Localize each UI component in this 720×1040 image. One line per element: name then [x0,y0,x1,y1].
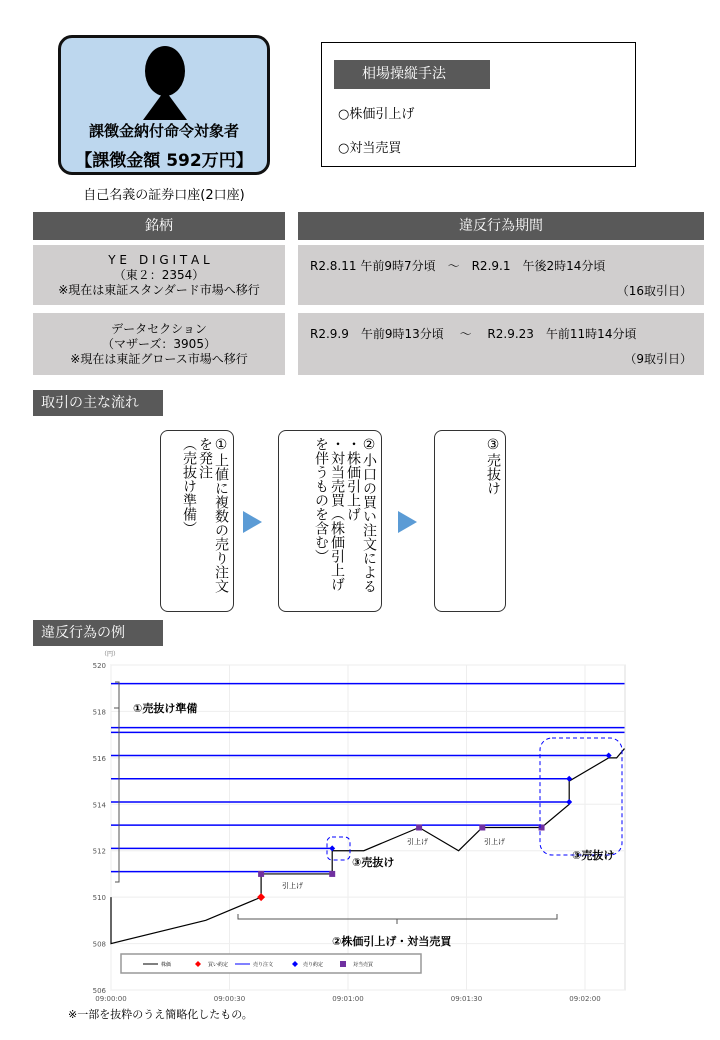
y-tick-label: 508 [92,940,106,949]
flow-line: を伴うものを含む） [313,437,329,563]
y-tick-label: 520 [92,662,106,670]
stock-note: ※現在は東証スタンダード市場へ移行 [58,283,260,297]
flow-line: （売抜け準備） [181,437,197,535]
flow-section-title: 取引の主な流れ [33,390,163,416]
table-row-period [298,313,704,375]
flow-line: ・株価引上げ [345,437,361,521]
cross-trade-marker [329,871,335,877]
method-title: 相場操縦手法 [334,60,490,89]
y-tick-label: 518 [92,708,106,717]
trading-days: （9取引日） [624,352,692,366]
method-box [321,42,636,167]
x-tick-label: 09:01:00 [332,995,364,1003]
table-row-period [298,245,704,305]
flow-line: ②小口の買い注文による [361,437,377,593]
table-row-stock [33,245,285,305]
legend-label: 株価 [161,962,172,968]
cross-trade-marker [479,825,485,831]
penalty-amount: 【課徴金額 592万円】 [75,151,253,171]
annotation-raise: 引上げ [407,838,428,846]
y-tick-label: 512 [92,847,106,856]
subject-card [58,35,270,175]
y-tick-label: 514 [92,801,106,810]
y-tick-label: 516 [92,754,106,763]
header-stock: 銘柄 [33,212,285,240]
cross-trade-marker [416,825,422,831]
flow-line: ③売抜け [485,437,501,495]
y-tick-label: 510 [92,894,106,903]
x-tick-label: 09:00:00 [95,995,127,1003]
stock-code: （東２：2354） [113,268,205,282]
legend-swatch [340,961,346,967]
x-tick-label: 09:01:30 [450,995,483,1003]
price-chart [0,640,720,1005]
legend-label: 買い約定 [208,962,229,968]
annotation-sell: ③売抜け [572,849,615,862]
flow-line: ①上値に複数の売り注文 [213,437,229,593]
stock-name: Y E D I G I T A L [108,253,210,267]
x-tick-label: 09:00:30 [213,995,246,1003]
flow-line: ・対当売買（株価引上げ [329,437,345,591]
y-tick-label: 506 [92,987,106,995]
period: R2.8.11 午前9時7分頃 ～ R2.9.1 午後2時14分頃 [310,259,606,273]
stock-name: データセクション [111,322,207,336]
header-period: 違反行為期間 [298,212,704,240]
flow-step-2 [278,430,382,612]
annotation-push: ②株価引上げ・対当売買 [332,935,452,948]
annotation-raise: 引上げ [484,838,505,846]
footnote: ※一部を抜粋のうえ簡略化したもの。 [68,1008,253,1021]
flow-line: を発注 [197,437,213,479]
legend-label: 売り約定 [303,962,324,968]
x-tick-label: 09:02:00 [569,995,601,1003]
method-item: ○株価引上げ [338,107,415,122]
y-axis-unit: （円） [101,651,120,658]
flow-step-1 [160,430,234,612]
period: R2.9.9 午前9時13分頃 ～ R2.9.23 午前11時14分頃 [310,327,637,341]
method-item: ○対当売買 [338,141,402,156]
stock-code: （マザーズ：3905） [102,337,216,351]
cross-trade-marker [539,825,545,831]
person-silhouette-icon [145,46,185,96]
legend-label: 対当売買 [353,962,374,968]
account-caption: 自己名義の証券口座(2口座) [83,188,245,203]
annotation-raise: 引上げ [282,882,303,890]
flow-step-3 [434,430,506,612]
legend-label: 売り注文 [253,962,274,968]
example-section-title: 違反行為の例 [33,620,163,646]
arrow-right-icon [243,511,262,533]
arrow-right-icon [398,511,417,533]
person-body-icon [143,90,187,120]
annotation-prep: ①売抜け準備 [133,702,198,715]
table-row-stock [33,313,285,375]
trading-days: （16取引日） [616,284,692,298]
stock-note: ※現在は東証グロース市場へ移行 [70,352,248,366]
cross-trade-marker [258,871,264,877]
subject-title: 課徴金納付命令対象者 [88,122,239,140]
annotation-sell: ③売抜け [352,856,395,869]
